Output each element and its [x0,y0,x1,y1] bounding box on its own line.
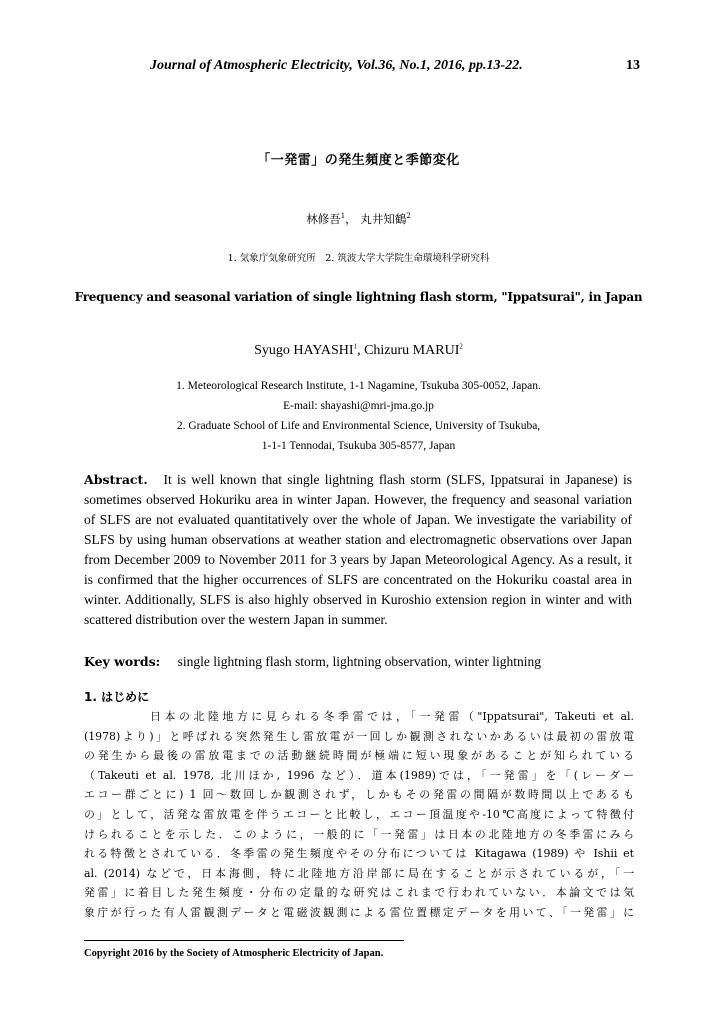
japanese-affiliations: 1. 気象庁気象研究所 2. 筑波大学大学院生命環境科学研究科 [227,253,490,264]
page-number: 13 [626,58,640,73]
japanese-author-1: 林修吾 [306,212,341,226]
japanese-author-separator: ， [345,212,357,226]
english-author-1: Syugo HAYASHI [254,343,354,358]
body-line: （Takeuti et al. 1978, 北川ほか, 1996 など）．道本(1989)では，「一発雷」を「(レーダー [84,768,634,782]
affiliation-2: 2. Graduate School of Life and Environmental Science, University of Tsukuba, [176,420,541,432]
body-line: 象庁が行った有人雷観測データと電磁波観測による雷位置標定データを用いて、「一発雷」に [84,905,634,919]
japanese-title: 「一発雷」の発生頻度と季節変化 [257,153,460,168]
japanese-authors [0,211,717,227]
abstract-label: Abstract. [84,472,148,487]
author-email: E-mail: shayashi@mri-jma.go.jp [283,400,434,412]
japanese-author-1-affiliation-mark: 1 [340,212,346,221]
english-authors [0,343,717,359]
abstract [84,470,632,630]
keywords-label: Key words: [84,654,161,669]
affiliation-2-address: 1-1-1 Tennodai, Tsukuba 305-8577, Japan [261,440,456,452]
body-line: (1978)より)」と呼ばれる突然発生し雷放電が一回しか観測されないかあるいは最初の雷放電 [84,729,634,743]
affiliation-1: 1. Meteorological Research Institute, 1-1 Nagamine, Tsukuba 305-0052, Japan. [176,380,541,392]
keywords-text: single lightning flash storm, lightning observation, winter lightning [177,654,541,669]
body-line: の発生から最後の雷放電までの活動継続時間が極端に短い現象があることが知られている [84,749,634,763]
japanese-author-2-affiliation-mark: 2 [406,212,411,221]
english-author-1-affiliation-mark: 1 [353,342,358,351]
english-author-separator: , [357,343,365,358]
copyright-notice: Copyright 2016 by the Society of Atmospheric Electricity of Japan. [84,948,384,959]
section-heading: 1. はじめに [84,690,150,704]
body-line: の」として，活発な雷放電を伴うエコーと比較し，エコー頂温度や-10℃高度によって特徴付 [84,807,634,821]
body-line: けられることを示した．このように，一般的に「一発雷」は日本の北陸地方の冬季雷にみら [84,827,634,841]
body-line: れる特徴とされている．冬季雷の発生頻度やその分布については Kitagawa (1989) や Ishii et [84,847,634,861]
english-author-2-affiliation-mark: 2 [459,342,463,351]
abstract-text: It is well known that single lightning flash storm (SLFS, Ippatsurai in Japanese) is sometimes observed Hokuriku area in winter Japan. However, the frequency and seasonal variation of SLFS are not evaluated quantitatively over the whole of Japan. We investigate the variability of SLFS by using human observations at weather station and electromagnetic observations over Japan from December 2009 to November 2011 for 3 years by Japan Meteorological Agency. As a result, it is confirmed that the higher occurrences of SLFS are concentrated on the Hokuriku coastal area in winter. Additionally, SLFS is also highly observed in Kuroshio extension region in winter and with scattered distribution over the western Japan in summer. [84,472,632,627]
english-title: Frequency and seasonal variation of single lightning flash storm, "Ippatsurai", in Japan [74,290,643,304]
body-line: 発雷」に着目した発生頻度・分布の定量的な研究はこれまで行われていない．本論文では気 [84,886,634,900]
body-line: 日本の北陸地方に見られる冬季雷では，「一発雷（"Ippatsurai", Takeuti et al. [150,710,634,723]
footnote-divider [84,940,404,941]
english-author-2: Chizuru MARUI [364,343,460,358]
keywords [84,654,541,670]
body-line: al. (2014) などで，日本海側，特に北陸地方沿岸部に局在することが示されているが，「一 [84,866,634,880]
section-body [84,707,634,923]
journal-citation: Journal of Atmospheric Electricity, Vol.36, No.1, 2016, pp.13-22. [150,58,523,73]
japanese-author-2: 丸井知鶴 [360,212,407,226]
body-line: エコー群ごとに) 1 回～数回しか観測されず，しかもその発雷の間隔が数時間以上であるも [84,788,634,802]
